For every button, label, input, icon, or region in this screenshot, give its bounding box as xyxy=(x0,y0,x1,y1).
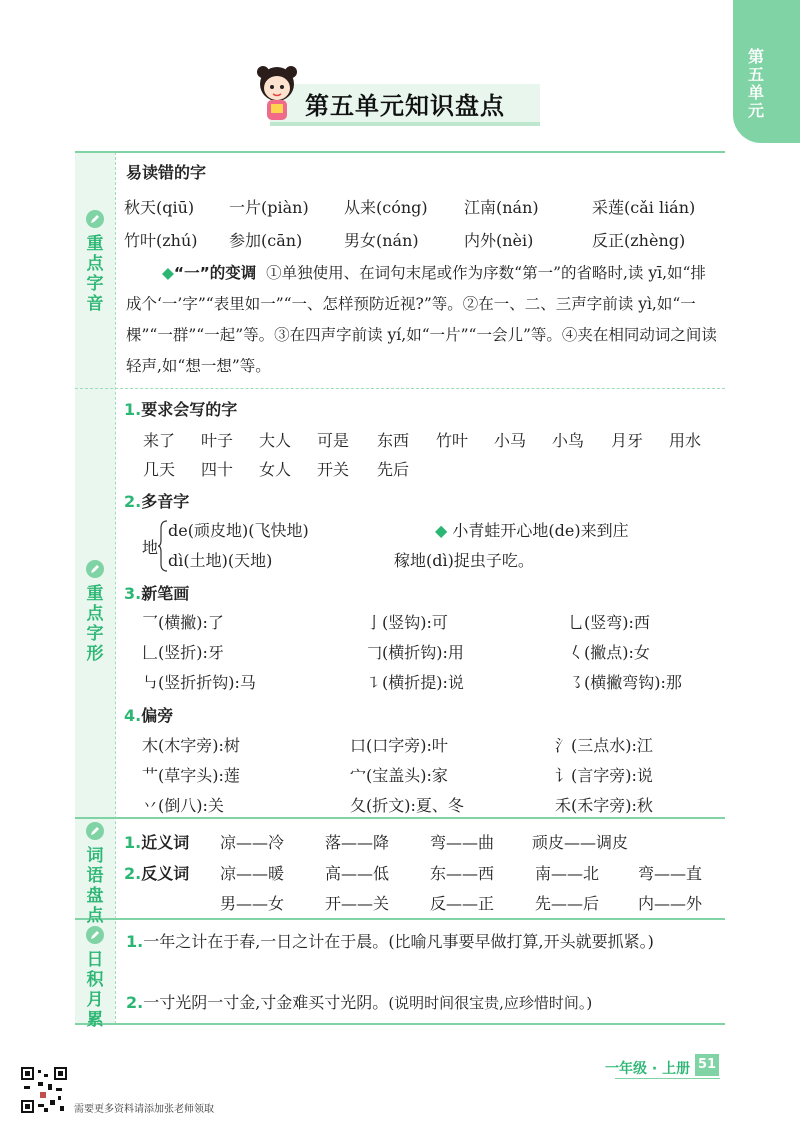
page-number: 51 xyxy=(695,1054,719,1076)
word-pair: 开——关 xyxy=(325,894,390,913)
pinyin-item: 秋天(qiū) xyxy=(124,198,195,217)
pencil-icon xyxy=(86,822,104,840)
polyphone-reading: dì(土地)(天地) xyxy=(168,551,273,570)
pencil-icon xyxy=(86,560,104,578)
radical-item: 氵(三点水):江 xyxy=(555,736,653,755)
saying-2: 2.一寸光阴一寸金,寸金难买寸光阴。(说明时间很宝贵,应珍惜时间。) xyxy=(126,993,593,1012)
section-divider xyxy=(75,918,725,920)
stroke-item: 亅(竖钩):可 xyxy=(366,613,448,632)
yi-tone-note xyxy=(126,258,718,382)
unit-tab xyxy=(733,0,800,143)
polyphone-example: ◆ 小青蛙开心地(de)来到庄 xyxy=(435,521,629,540)
section-label-zi-xing: 重点字形 xyxy=(75,560,115,664)
subheading-radicals: 4.偏旁 xyxy=(124,706,174,725)
write-word: 先后 xyxy=(377,460,410,479)
stroke-item: ㇌(横撇弯钩):那 xyxy=(568,673,682,692)
word-pair: 先——后 xyxy=(535,894,600,913)
word-pair: 东——西 xyxy=(430,864,495,883)
pinyin-item: 一片(piàn) xyxy=(229,198,309,217)
pinyin-item: 男女(nán) xyxy=(344,231,419,250)
stroke-item: 𠃊(竖折):牙 xyxy=(142,643,224,662)
subheading-write: 1.要求会写的字 xyxy=(124,400,238,419)
yi-tone-note-body: ①单独使用、在词句末尾或作为序数“第一”的省略时,读 yī,如“排成个‘一’字”“表里如一”“一、怎样预防近视?”等。②在一、二、三声字前读 yì,如“一棵”“一群”“一起”等。③在四声字前读 yí,如“一片”“一会儿”等。④夹在相同动词之间读轻声,如“想一想”等。 xyxy=(126,264,717,375)
footer-rule xyxy=(615,1078,720,1079)
write-word: 几天 xyxy=(143,460,176,479)
word-pair: 弯——曲 xyxy=(430,833,495,852)
pinyin-item: 反正(zhèng) xyxy=(592,231,686,250)
write-word: 四十 xyxy=(201,460,234,479)
stroke-item: 乛(横撇):了 xyxy=(142,613,224,632)
word-pair: 反——正 xyxy=(430,894,495,913)
section-divider xyxy=(75,817,725,819)
word-pair: 顽皮——调皮 xyxy=(532,833,629,852)
polyphone-char: 地 xyxy=(142,538,159,557)
stroke-item: ㇉(竖折折钩):马 xyxy=(142,673,256,692)
radical-item: 丷(倒八):关 xyxy=(142,796,224,815)
yi-tone-note-title: “一”的变调 xyxy=(173,264,257,282)
saying-1: 1.一年之计在于春,一日之计在于晨。(比喻凡事要早做打算,开头就要抓紧。) xyxy=(126,932,654,951)
girl-mascot-icon xyxy=(254,64,300,126)
word-pair: 南——北 xyxy=(535,864,600,883)
section-label-ri-ji: 日积月累 xyxy=(75,926,115,1030)
pinyin-item: 内外(nèi) xyxy=(464,231,534,250)
diamond-icon: ◆ xyxy=(162,264,174,282)
radical-item: 口(口字旁):叶 xyxy=(350,736,448,755)
word-pair: 凉——暖 xyxy=(220,864,285,883)
radical-item: 禾(禾字旁):秋 xyxy=(555,796,653,815)
radical-item: 夂(折文):夏、冬 xyxy=(350,796,464,815)
stroke-item: 乚(竖弯):西 xyxy=(568,613,650,632)
pinyin-item: 江南(nán) xyxy=(464,198,539,217)
word-pair: 凉——冷 xyxy=(220,833,285,852)
radical-item: 宀(宝盖头):家 xyxy=(350,766,448,785)
pinyin-item: 参加(cān) xyxy=(229,231,303,250)
section-divider xyxy=(75,388,725,389)
write-word: 小马 xyxy=(494,431,527,450)
write-word: 月牙 xyxy=(611,431,644,450)
qr-code-icon xyxy=(20,1066,68,1114)
grade-label: 一年级 · 上册 xyxy=(605,1061,691,1077)
section-label-ci-yu: 词语盘点 xyxy=(75,822,115,926)
subheading-polyphone: 2.多音字 xyxy=(124,492,190,511)
radical-item: 木(木字旁):树 xyxy=(142,736,240,755)
word-pair: 内——外 xyxy=(638,894,703,913)
radical-item: 讠(言字旁):说 xyxy=(555,766,653,785)
write-word: 来了 xyxy=(143,431,176,450)
synonym-label: 1.近义词 xyxy=(124,833,190,852)
zi-yin-heading: 易读错的字 xyxy=(126,163,207,182)
word-pair: 弯——直 xyxy=(638,864,703,883)
word-pair: 男——女 xyxy=(220,894,285,913)
write-word: 小鸟 xyxy=(552,431,585,450)
subheading-strokes: 3.新笔画 xyxy=(124,584,190,603)
column-divider xyxy=(115,152,116,1024)
pinyin-item: 竹叶(zhú) xyxy=(124,231,198,250)
write-word: 开关 xyxy=(317,460,350,479)
pinyin-item: 采莲(cǎi lián) xyxy=(592,198,696,217)
polyphone-example-cont: 稼地(dì)捉虫子吃。 xyxy=(394,551,534,570)
write-word: 用水 xyxy=(669,431,702,450)
word-pair: 高——低 xyxy=(325,864,390,883)
stroke-item: 𠃌(横折钩):用 xyxy=(366,643,464,662)
polyphone-reading: de(顽皮地)(飞快地) xyxy=(168,521,309,540)
antonym-label: 2.反义词 xyxy=(124,864,190,883)
pencil-icon xyxy=(86,210,104,228)
write-word: 女人 xyxy=(259,460,292,479)
write-word: 东西 xyxy=(377,431,410,450)
write-word: 可是 xyxy=(317,431,350,450)
write-word: 叶子 xyxy=(201,431,234,450)
section-label-zi-yin: 重点字音 xyxy=(75,210,115,314)
top-rule xyxy=(75,151,725,153)
unit-tab-label: 第五单元 xyxy=(747,47,764,120)
brace-icon xyxy=(158,520,168,572)
diamond-icon: ◆ xyxy=(435,521,448,540)
write-word: 大人 xyxy=(259,431,292,450)
radical-item: 艹(草字头):莲 xyxy=(142,766,240,785)
footer-note: 需要更多资料请添加张老师领取 xyxy=(74,1104,214,1115)
bottom-rule xyxy=(75,1023,725,1025)
pinyin-item: 从来(cóng) xyxy=(344,198,428,217)
write-word: 竹叶 xyxy=(436,431,469,450)
stroke-item: ㇊(横折提):说 xyxy=(366,673,464,692)
stroke-item: 𡿨(撇点):女 xyxy=(568,643,650,662)
pencil-icon xyxy=(86,926,104,944)
word-pair: 落——降 xyxy=(325,833,390,852)
page-title: 第五单元知识盘点 xyxy=(305,91,505,120)
